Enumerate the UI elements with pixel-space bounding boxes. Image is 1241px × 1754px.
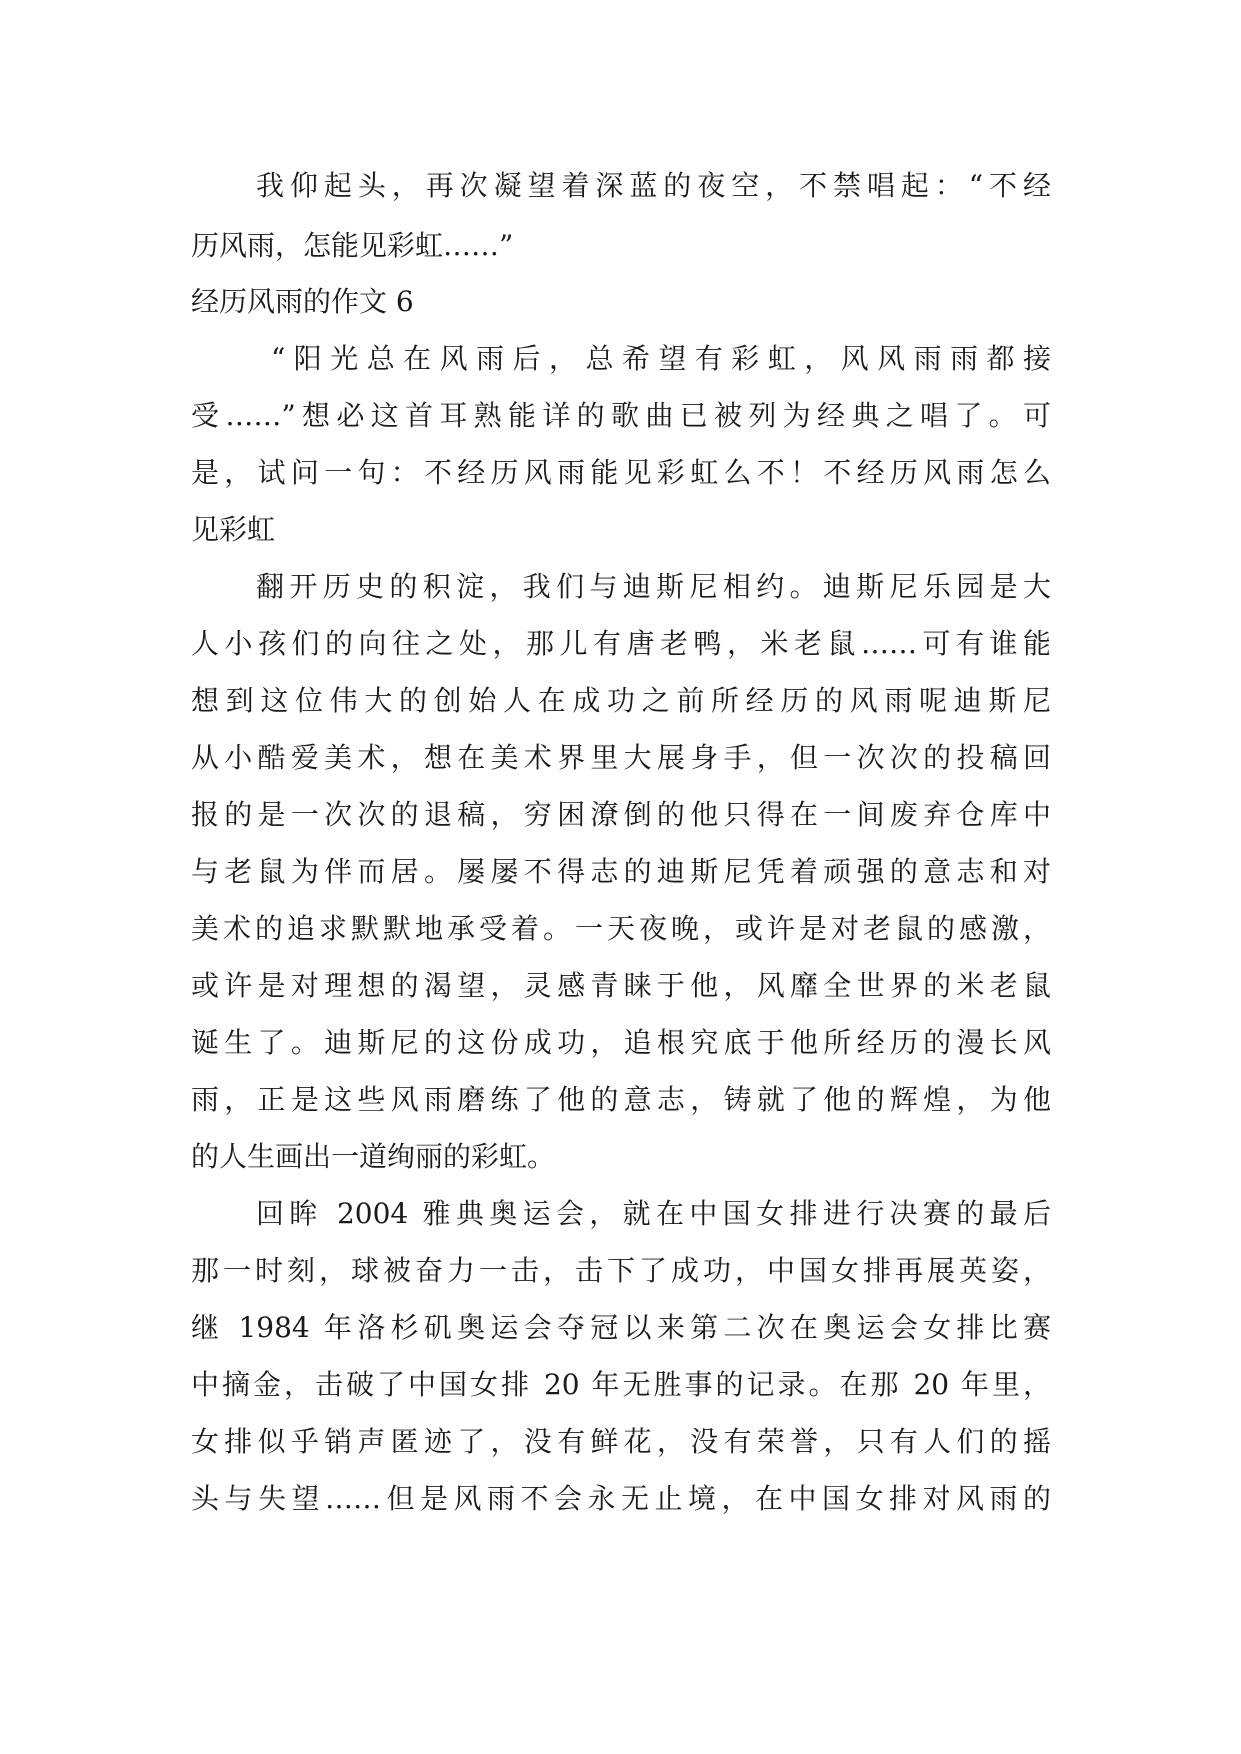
paragraph-1-line-2: 历风雨，怎能见彩虹……” bbox=[191, 229, 514, 262]
paragraph-3-line-3: 想到这位伟大的创始人在成功之前所经历的风雨呢迪斯尼 bbox=[191, 684, 1051, 717]
paragraph-3-line-9: 诞生了。迪斯尼的这份成功，追根究底于他所经历的漫长风 bbox=[191, 1026, 1051, 1059]
paragraph-4-line-6: 头与失望……但是风雨不会永无止境，在中国女排对风雨的 bbox=[191, 1482, 1051, 1515]
paragraph-2-line-4: 见彩虹 bbox=[191, 513, 276, 546]
paragraph-2-line-2: 受……”想必这首耳熟能详的歌曲已被列为经典之唱了。可 bbox=[191, 399, 1051, 432]
paragraph-3-line-6: 与老鼠为伴而居。屡屡不得志的迪斯尼凭着顽强的意志和对 bbox=[191, 855, 1051, 888]
paragraph-4-line-5: 女排似乎销声匿迹了，没有鲜花，没有荣誉，只有人们的摇 bbox=[191, 1425, 1051, 1458]
paragraph-4-line-2: 那一时刻，球被奋力一击，击下了成功，中国女排再展英姿， bbox=[191, 1254, 1051, 1287]
section-heading: 经历风雨的作文 6 bbox=[191, 285, 414, 318]
paragraph-4-line-1: 回眸 2004 雅典奥运会，就在中国女排进行决赛的最后 bbox=[256, 1197, 1051, 1230]
paragraph-3-line-7: 美术的追求默默地承受着。一天夜晚，或许是对老鼠的感激， bbox=[191, 912, 1051, 945]
paragraph-3-line-4: 从小酷爱美术，想在美术界里大展身手，但一次次的投稿回 bbox=[191, 741, 1051, 774]
paragraph-3-line-2: 人小孩们的向往之处，那儿有唐老鸭，米老鼠……可有谁能 bbox=[191, 627, 1051, 660]
paragraph-1-line-1: 我仰起头，再次凝望着深蓝的夜空，不禁唱起：“不经 bbox=[256, 169, 1051, 202]
paragraph-3-line-10: 雨，正是这些风雨磨练了他的意志，铸就了他的辉煌，为他 bbox=[191, 1083, 1051, 1116]
paragraph-3-line-5: 报的是一次次的退稿，穷困潦倒的他只得在一间废弃仓库中 bbox=[191, 798, 1051, 831]
paragraph-4-line-4: 中摘金，击破了中国女排 20 年无胜事的记录。在那 20 年里， bbox=[191, 1368, 1051, 1401]
paragraph-3-line-11: 的人生画出一道绚丽的彩虹。 bbox=[191, 1140, 556, 1173]
paragraph-3-line-8: 或许是对理想的渴望，灵感青睐于他，风靡全世界的米老鼠 bbox=[191, 969, 1051, 1002]
paragraph-2-line-1: “阳光总在风雨后，总希望有彩虹，风风雨雨都接 bbox=[271, 342, 1051, 375]
paragraph-3-line-1: 翻开历史的积淀，我们与迪斯尼相约。迪斯尼乐园是大 bbox=[256, 570, 1051, 603]
paragraph-2-line-3: 是，试问一句：不经历风雨能见彩虹么不！不经历风雨怎么 bbox=[191, 456, 1051, 489]
paragraph-4-line-3: 继 1984 年洛杉矶奥运会夺冠以来第二次在奥运会女排比赛 bbox=[191, 1311, 1051, 1344]
